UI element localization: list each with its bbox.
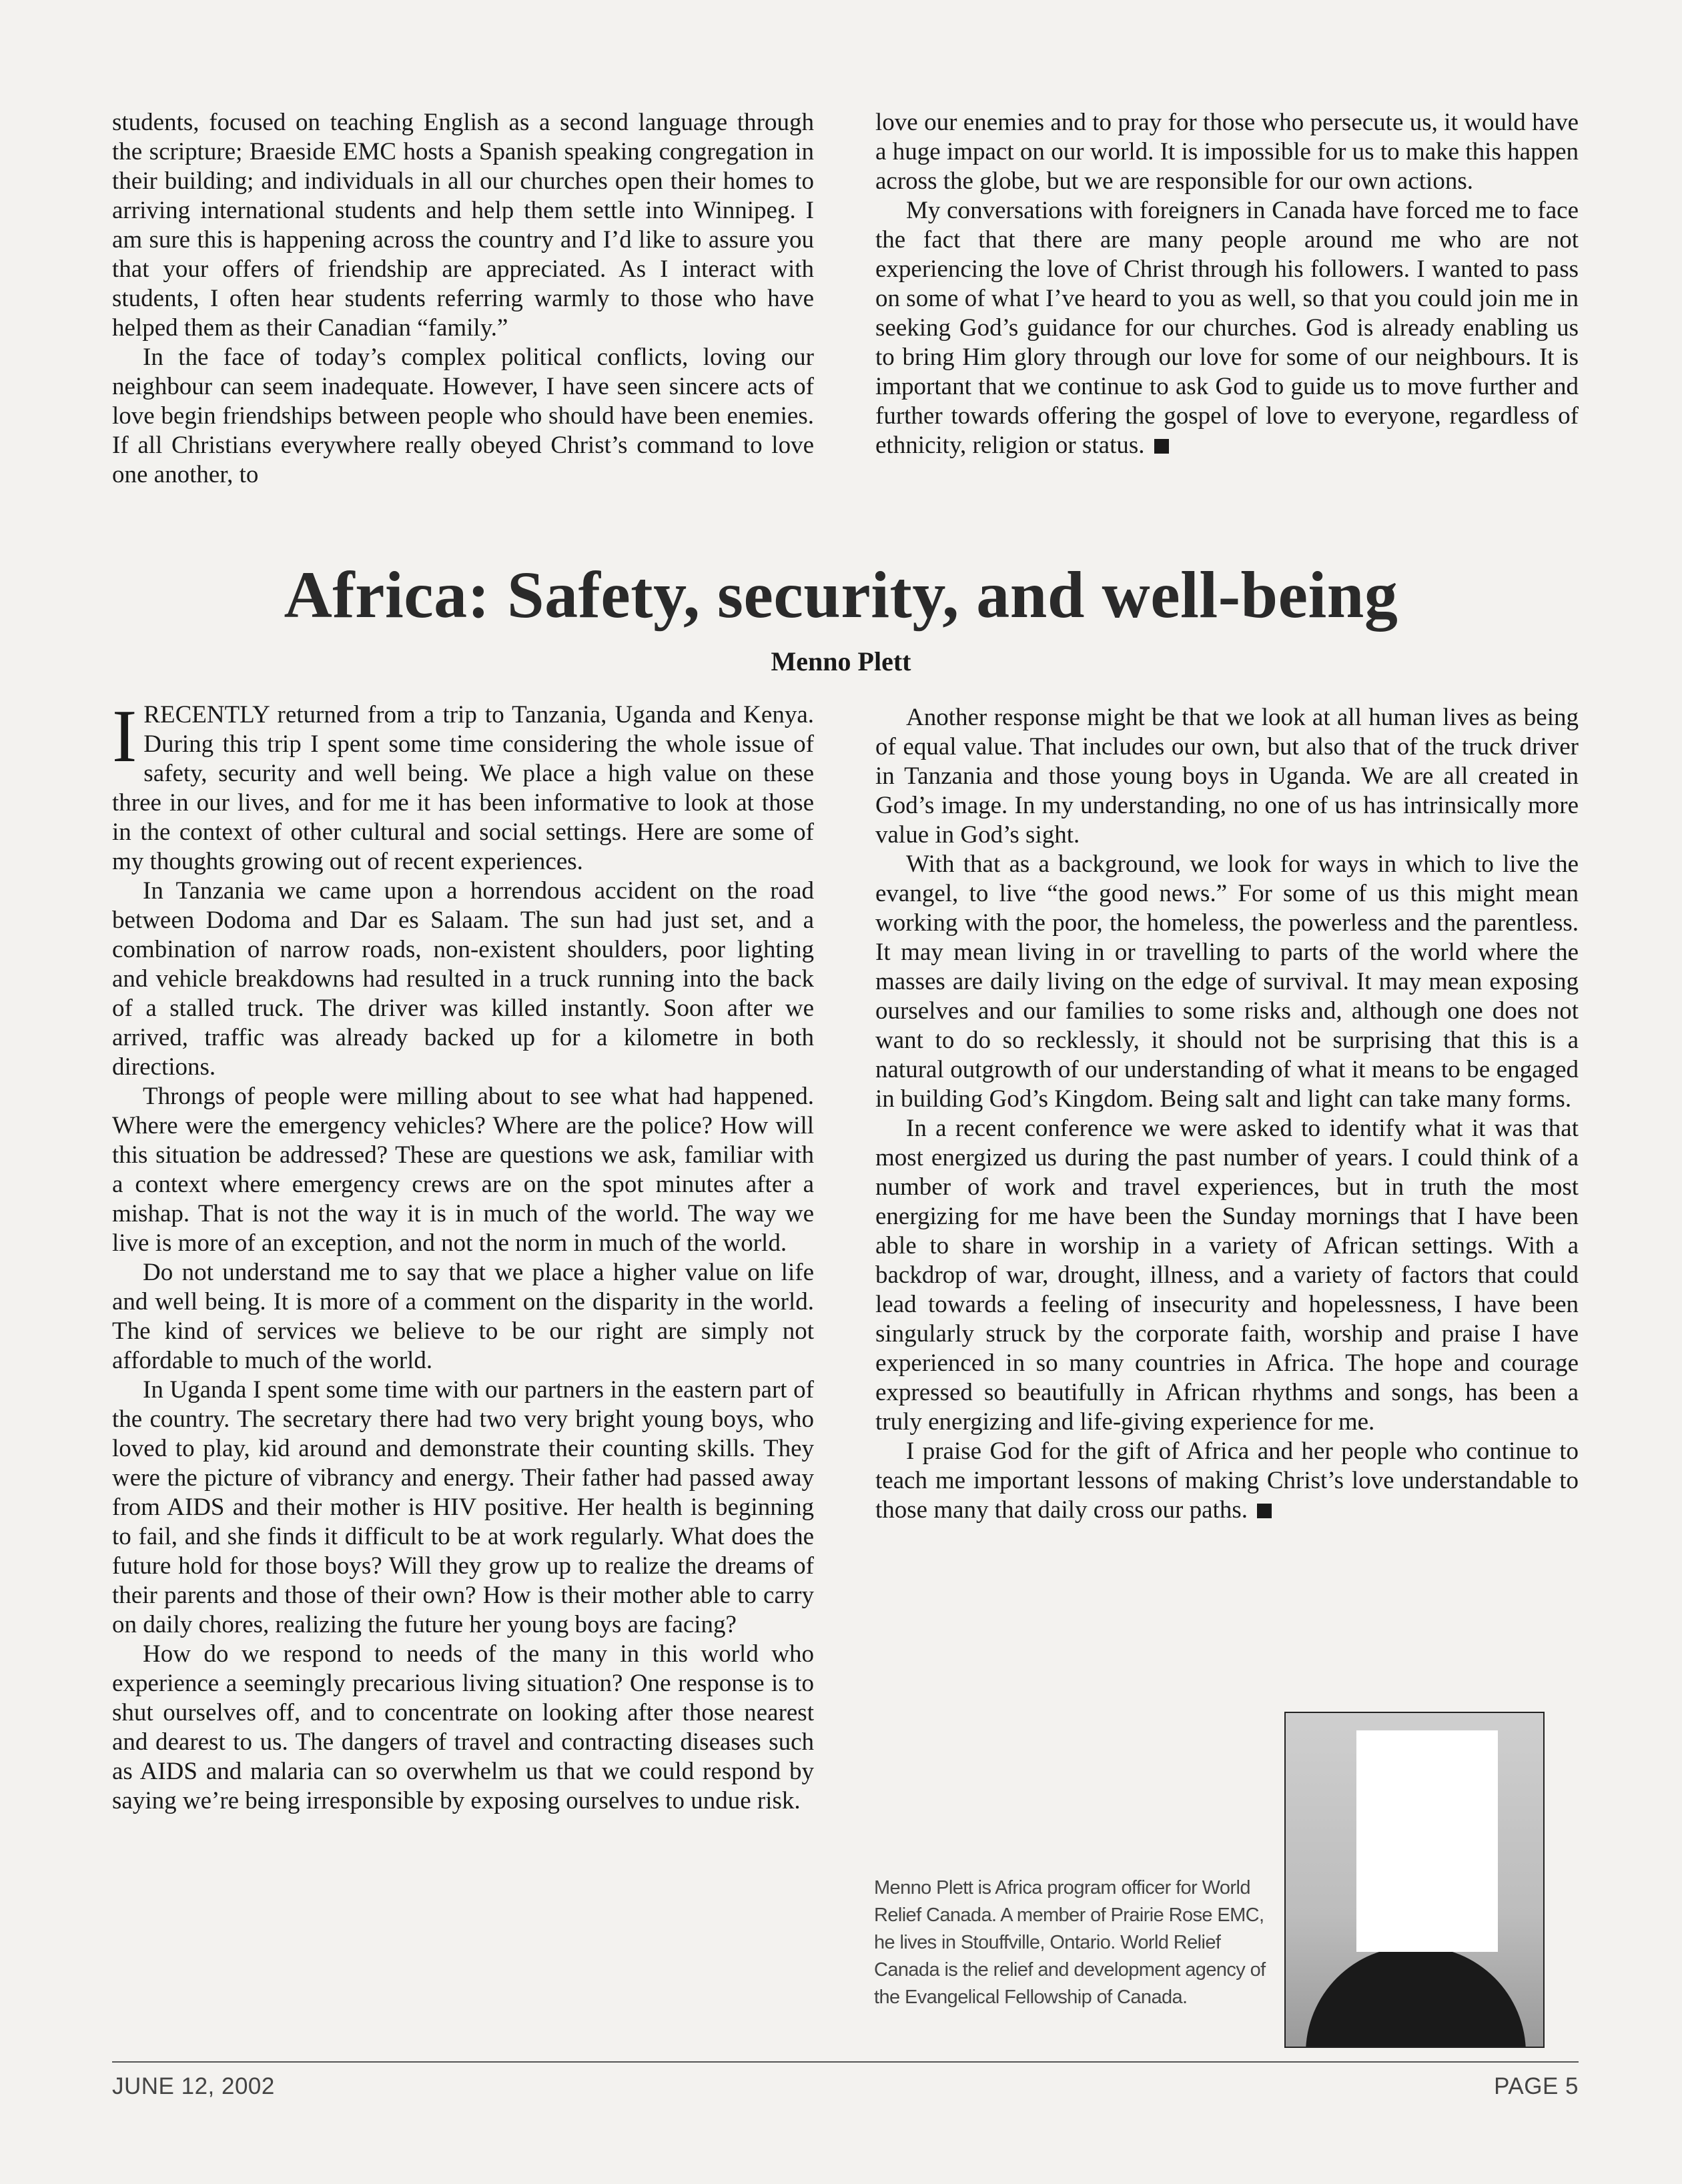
paragraph-text: I praise God for the gift of Africa and her people who continue to teach me important lessons of making Christ’s love understandable to those many that daily cross our paths. xyxy=(875,1438,1579,1524)
paragraph-text: RECENTLY returned from a trip to Tanzania, Uganda and Kenya. During this trip I spent some time considering the whole issue of safety, security and well being. We place a high value on these three in our lives, and for me it has been informative to look at those in the context of other cultural and social settings. Here are some of my thoughts growing out of recent experiences. xyxy=(112,701,814,875)
end-of-article-mark xyxy=(1154,439,1169,454)
paragraph: love our enemies and to pray for those who persecute us, it would have a huge impact on our world. It is impossible for us to make this happen across the globe, but we are responsible for our own actions. xyxy=(875,109,1579,195)
article-byline: Menno Plett xyxy=(771,646,911,676)
paragraph: In Uganda I spent some time with our partners in the eastern part of the country. The secretary there had two very bright young boys, who loved to play, kid around and demonstrate their counting skills. They were the picture of vibrancy and energy. Their father had passed away from AIDS and their mother is HIV positive. Her health is beginning to fail, and she finds it difficult to be at work regularly. What does the future hold for those boys? Will they grow up to realize the dreams of their parents and those of their own? How is their mother able to carry on daily chores, realizing the future her young boys are facing? xyxy=(112,1376,814,1638)
paragraph: How do we respond to needs of the many in this world who experience a seemingly precarious living situation? One response is to shut ourselves off, and to concentrate on looking after those nearest and dearest to us. The dangers of travel and contracting diseases such as AIDS and malaria can so overwhelm us that we could respond by saying we’re being irresponsible by exposing ourselves to undue risk. xyxy=(112,1640,814,1814)
paragraph: With that as a background, we look for ways in which to live the evangel, to live “the good news.” For some of us this might mean working with the poor, the homeless, the powerless and the parentless. It may mean living in or travelling to parts of the world where the masses are daily living on the edge of survival. It may mean exposing ourselves and our families to some risks and, although one does not want to do so recklessly, it should not be surprising that this is a natural outgrowth of our understanding of what it means to be engaged in building God’s Kingdom. Being salt and light can take many forms. xyxy=(875,851,1579,1113)
previous-article-right-column xyxy=(875,108,1579,460)
paragraph: In the face of today’s complex political conflicts, loving our neighbour can seem inadequate. However, I have seen sincere acts of love begin friendships between people who should have been enemies. If all Christians everywhere really obeyed Christ’s command to love one another, to xyxy=(112,344,814,488)
article-headline: Africa: Safety, security, and well-being xyxy=(284,558,1398,632)
paragraph xyxy=(875,1437,1579,1525)
paragraph: Another response might be that we look at all human lives as being of equal value. That includes our own, but also that of the truck driver in Tanzania and those young boys in Uganda. We are all created in God’s image. In my understanding, no one of us has intrinsically more value in God’s sight. xyxy=(875,704,1579,849)
article-right-column xyxy=(875,703,1579,1525)
paragraph: Throngs of people were milling about to see what had happened. Where were the emergency vehicles? Where are the police? How will this situation be addressed? These are questions we ask, familiar with a context where emergency crews are on the spot minutes after a mishap. That is not the way it is in much of the world. The way we live is more of an exception, and not the norm in much of the world. xyxy=(112,1083,814,1257)
first-paragraph xyxy=(112,695,814,877)
footer-date: JUNE 12, 2002 xyxy=(112,2073,275,2099)
paragraph: In Tanzania we came upon a horrendous accident on the road between Dodoma and Dar es Salaam. The sun had just set, and a combination of narrow roads, non-existent shoulders, poor lighting and vehicle breakdowns had resulted in a truck running into the back of a stalled truck. The driver was killed instantly. Soon after we arrived, traffic was already backed up for a kilometre in both directions. xyxy=(112,877,814,1081)
previous-article-left-column xyxy=(112,108,814,490)
end-of-article-mark xyxy=(1257,1504,1272,1518)
paragraph: Do not understand me to say that we place a higher value on life and well being. It is more of a comment on the disparity in the world. The kind of services we believe to be our right are simply not affordable to much of the world. xyxy=(112,1259,814,1374)
footer-rule xyxy=(112,2061,1579,2063)
redacted-face xyxy=(1356,1730,1498,1952)
paragraph: In a recent conference we were asked to identify what it was that most energized us during the past number of years. I could think of a number of work and travel experiences, but in truth the most energizing for me have been the Sunday mornings that I have been able to share in worship in a variety of African settings. With a backdrop of war, drought, illness, and a variety of factors that could lead towards a feeling of insecurity and hopelessness, I have been singularly struck by the corporate faith, worship and praise I have experienced in so many countries in Africa. The hope and courage expressed so beautifully in African rhythms and songs, has been a truly energizing and life-giving experience for me. xyxy=(875,1115,1579,1436)
paragraph-text: My conversations with foreigners in Canada have forced me to face the fact that there are many people around me who are not experiencing the love of Christ through his followers. I wanted to pass on some of what I’ve heard to you as well, so that you could join me in seeking God’s guidance for our churches. God is already enabling us to bring Him glory through our love for some of our neighbours. It is important that we continue to ask God to guide us to move further and further towards offering the gospel of love to everyone, regardless of ethnicity, religion or status. xyxy=(875,197,1579,459)
author-bio: Menno Plett is Africa program officer for World Relief Canada. A member of Prairie Rose EMC, he lives in Stouffville, Ontario. World Relief Canada is the relief and development agency of the Evangelical Fellowship of Canada. xyxy=(874,1877,1266,2008)
paragraph: students, focused on teaching English as a second language through the scripture; Braeside EMC hosts a Spanish speaking congregation in their building; and individuals in all our churches open their homes to arriving international students and help them settle into Winnipeg. I am sure this is happening across the country and I’d like to assure you that your offers of friendship are appreciated. As I interact with students, I often hear students referring warmly to those who have helped them as their Canadian “family.” xyxy=(112,109,814,342)
paragraph xyxy=(875,196,1579,460)
article-left-column xyxy=(112,695,814,1816)
author-photo xyxy=(1284,1712,1545,2048)
footer-page-number: PAGE 5 xyxy=(1494,2073,1579,2099)
drop-cap: I xyxy=(112,695,137,778)
